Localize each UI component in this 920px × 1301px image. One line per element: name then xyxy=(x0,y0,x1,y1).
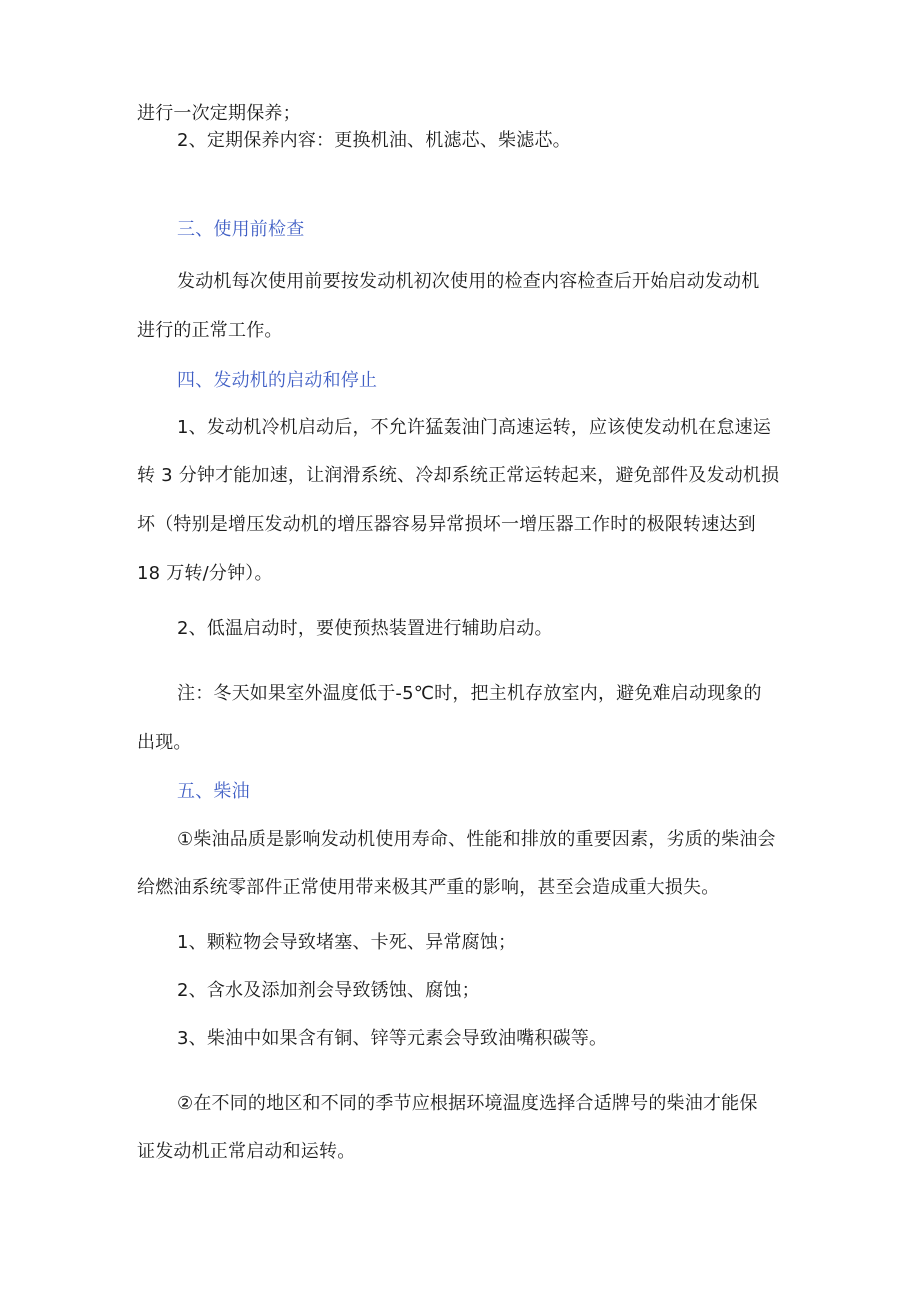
section-heading-3: 三、使用前检查 xyxy=(177,219,305,240)
paragraph-line: 转 3 分钟才能加速，让润滑系统、冷却系统正常运转起来，避免部件及发动机损 xyxy=(137,465,780,486)
list-item: 3、柴油中如果含有铜、锌等元素会导致油嘴积碳等。 xyxy=(177,1028,608,1049)
paragraph-line: 1、发动机冷机启动后，不允许猛轰油门高速运转，应该使发动机在怠速运 xyxy=(177,417,772,438)
section-heading-5: 五、柴油 xyxy=(177,781,250,802)
paragraph-line: 发动机每次使用前要按发动机初次使用的检查内容检查后开始启动发动机 xyxy=(177,271,760,292)
paragraph-line: 进行一次定期保养； xyxy=(137,103,301,124)
paragraph-line: 给燃油系统零部件正常使用带来极其严重的影响，甚至会造成重大损失。 xyxy=(137,877,720,898)
paragraph-line: 证发动机正常启动和运转。 xyxy=(137,1141,356,1162)
list-item: 1、颗粒物会导致堵塞、卡死、异常腐蚀； xyxy=(177,932,517,953)
paragraph-line: 18 万转/分钟）。 xyxy=(137,563,273,584)
paragraph-line: ①柴油品质是影响发动机使用寿命、性能和排放的重要因素，劣质的柴油会 xyxy=(177,829,776,850)
paragraph-line: 进行的正常工作。 xyxy=(137,320,283,341)
paragraph-line: 2、定期保养内容：更换机油、机滤芯、柴滤芯。 xyxy=(177,130,571,151)
list-item: 2、含水及添加剂会导致锈蚀、腐蚀； xyxy=(177,980,480,1001)
note-line: 注：冬天如果室外温度低于-5℃时，把主机存放室内，避免难启动现象的 xyxy=(177,683,762,704)
section-heading-4: 四、发动机的启动和停止 xyxy=(177,370,378,391)
paragraph-line: 2、低温启动时，要使预热装置进行辅助启动。 xyxy=(177,618,553,639)
note-line: 出现。 xyxy=(137,732,192,753)
paragraph-line: ②在不同的地区和不同的季节应根据环境温度选择合适牌号的柴油才能保 xyxy=(177,1093,758,1114)
paragraph-line: 坏（特别是增压发动机的增压器容易异常损坏一增压器工作时的极限转速达到 xyxy=(137,514,756,535)
